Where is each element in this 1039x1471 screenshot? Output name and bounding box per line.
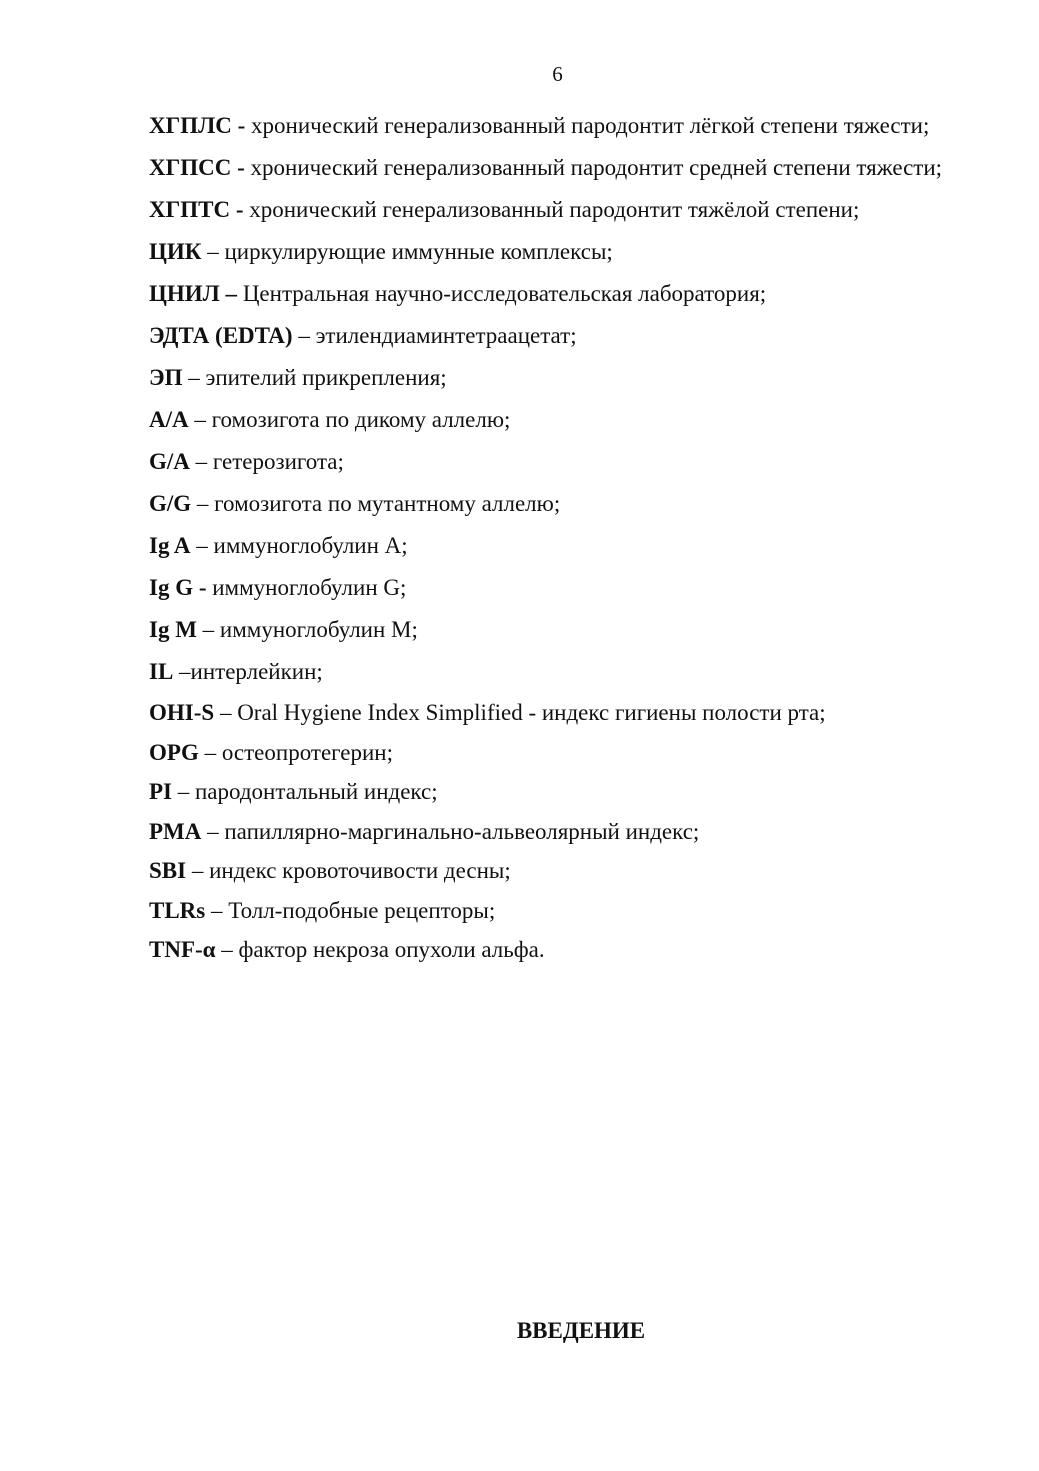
- abbreviation-term: Ig A: [149, 533, 191, 558]
- section-heading: ВВЕДЕНИЕ: [516, 1318, 646, 1343]
- abbreviation-definition: – Oral Hygiene Index Simplified - индекс гигиены полости рта;: [219, 700, 826, 725]
- abbreviation-term: PMA: [149, 818, 202, 844]
- abbreviation-item: [149, 441, 965, 483]
- abbreviation-item: [149, 693, 965, 733]
- abbreviation-term: ЭП: [149, 365, 183, 390]
- abbreviation-definition: – иммуноглобулин A;: [196, 533, 408, 558]
- abbreviation-term: TLRs: [149, 897, 206, 923]
- abbreviation-definition: Центральная научно-исследовательская лаборатория;: [242, 281, 767, 306]
- abbreviation-term: ЦНИЛ –: [149, 281, 238, 306]
- abbreviation-definition: хронический генерализованный пародонтит средней степени тяжести;: [250, 155, 943, 180]
- abbreviation-item: [149, 315, 965, 357]
- abbreviation-definition: – гомозигота по дикому аллелю;: [194, 407, 511, 432]
- abbreviation-item: [149, 772, 965, 812]
- abbreviation-definition: – Толл-подобные рецепторы;: [211, 897, 496, 923]
- abbreviation-item: [149, 891, 965, 931]
- abbreviation-item: [149, 105, 965, 147]
- abbreviation-term: ХГПТС -: [149, 197, 244, 222]
- abbreviation-definition: – индекс кровоточивости десны;: [191, 858, 511, 883]
- abbreviation-term: G/A: [149, 449, 190, 474]
- abbreviation-definition: – гомозигота по мутантному аллелю;: [196, 491, 561, 516]
- abbreviation-item: [149, 399, 965, 441]
- abbreviation-definition: – иммуноглобулин M;: [202, 617, 418, 642]
- abbreviation-item: [149, 851, 965, 891]
- abbreviation-term: A/A: [149, 407, 189, 432]
- abbreviation-list: [149, 105, 965, 970]
- abbreviation-definition: – эпителий прикрепления;: [188, 365, 447, 390]
- abbreviation-term: IL: [149, 659, 174, 684]
- abbreviation-definition: хронический генерализованный пародонтит лёгкой степени тяжести;: [251, 113, 930, 138]
- abbreviation-term: OPG: [149, 739, 199, 765]
- abbreviation-term: ХГПЛС -: [149, 113, 246, 138]
- abbreviation-item: [149, 483, 965, 525]
- abbreviation-item: [149, 733, 965, 773]
- abbreviation-item: [149, 231, 965, 273]
- abbreviation-item: [149, 930, 965, 970]
- abbreviation-definition: – циркулирующие иммунные комплексы;: [207, 239, 613, 264]
- abbreviation-item: [149, 147, 965, 189]
- abbreviation-term: PI: [149, 779, 172, 804]
- abbreviation-item: [149, 651, 965, 693]
- abbreviation-term: ЦИК: [149, 239, 202, 264]
- abbreviation-item: [149, 189, 965, 231]
- abbreviation-term: OHI-S: [149, 700, 215, 725]
- abbreviation-definition: – пародонтальный индекс;: [177, 779, 438, 804]
- abbreviation-definition: – фактор некроза опухоли альфа.: [221, 937, 545, 962]
- page-number: 6: [552, 62, 563, 86]
- abbreviation-definition: иммуноглобулин G;: [212, 575, 407, 600]
- abbreviation-definition: хронический генерализованный пародонтит тяжёлой степени;: [249, 197, 860, 222]
- abbreviation-term: G/G: [149, 491, 192, 516]
- abbreviation-item: [149, 567, 965, 609]
- abbreviation-definition: – этилендиаминтетраацетат;: [298, 323, 577, 348]
- abbreviation-definition: – гетерозигота;: [195, 449, 344, 474]
- abbreviation-term: Ig G -: [149, 575, 207, 600]
- abbreviation-item: [149, 812, 965, 852]
- abbreviation-item: [149, 357, 965, 399]
- abbreviation-term: Ig M: [149, 617, 197, 642]
- abbreviation-definition: – остеопротегерин;: [204, 739, 393, 765]
- abbreviation-definition: – папиллярно-маргинально-альвеолярный индекс;: [207, 818, 700, 844]
- abbreviation-item: [149, 525, 965, 567]
- abbreviation-item: [149, 609, 965, 651]
- abbreviation-term: TNF-α: [149, 937, 216, 962]
- abbreviation-term: SBI: [149, 858, 187, 883]
- abbreviation-term: ЭДТА (EDTA): [149, 323, 293, 348]
- abbreviation-definition: –интерлейкин;: [179, 659, 323, 684]
- abbreviation-item: [149, 273, 965, 315]
- abbreviation-term: ХГПСС -: [149, 155, 245, 180]
